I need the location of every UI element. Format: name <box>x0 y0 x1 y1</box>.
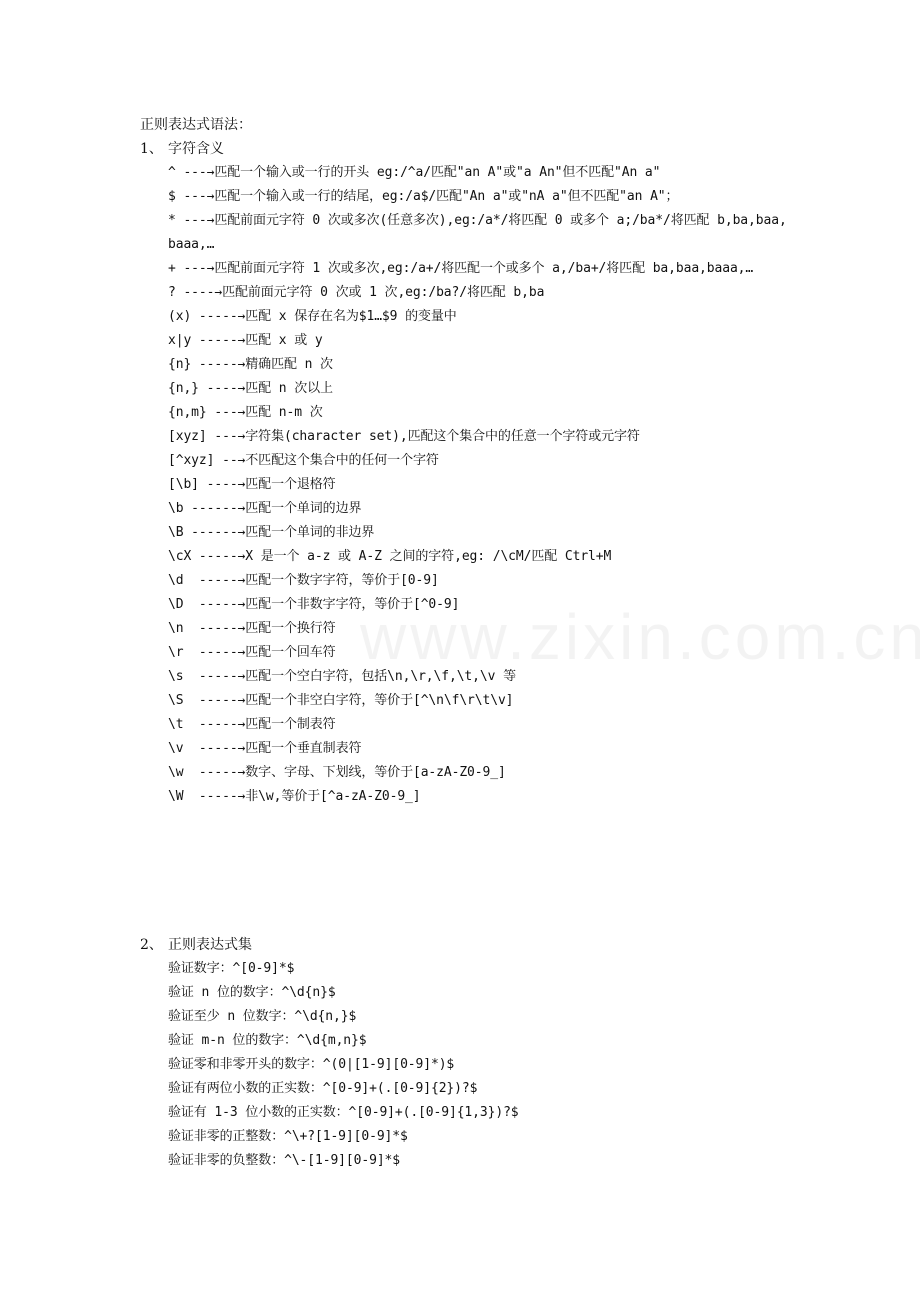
syntax-line: [^xyz] --→不匹配这个集合中的任何一个字符 <box>168 453 439 468</box>
section-2-body <box>168 957 788 1173</box>
syntax-line: [xyz] ---→字符集(character set),匹配这个集合中的任意一个字符或元字符 <box>168 429 640 444</box>
syntax-line: {n} -----→精确匹配 n 次 <box>168 357 333 372</box>
syntax-line: \s -----→匹配一个空白字符，包括\n,\r,\f,\t,\v 等 <box>168 669 516 684</box>
syntax-line: \cX -----→X 是一个 a-z 或 A-Z 之间的字符,eg: /\cM/匹配 Ctrl+M <box>168 549 612 564</box>
section-number: 2、 <box>140 937 163 953</box>
section-1-heading <box>140 137 224 161</box>
syntax-line: \B ------→匹配一个单词的非边界 <box>168 525 375 540</box>
syntax-line: $ ---→匹配一个输入或一行的结尾，eg:/a$/匹配"An a"或"nA a"但不匹配"an A"； <box>168 189 679 204</box>
section-1-body <box>168 161 788 809</box>
section-2-heading <box>140 933 252 957</box>
syntax-line: x|y -----→匹配 x 或 y <box>168 333 323 348</box>
syntax-line: \b ------→匹配一个单词的边界 <box>168 501 362 516</box>
regex-line: 验证有两位小数的正实数：^[0-9]+(.[0-9]{2})?$ <box>168 1081 478 1096</box>
section-title: 字符含义 <box>168 141 224 157</box>
regex-line: 验证非零的负整数：^\-[1-9][0-9]*$ <box>168 1153 401 1168</box>
syntax-line: \r -----→匹配一个回车符 <box>168 645 336 660</box>
syntax-line: [\b] ----→匹配一个退格符 <box>168 477 336 492</box>
page-title: 正则表达式语法： <box>140 117 252 133</box>
syntax-line: ^ ---→匹配一个输入或一行的开头 eg:/^a/匹配"an A"或"a An"但不匹配"An a" <box>168 165 661 180</box>
syntax-line: \w -----→数字、字母、下划线，等价于[a-zA-Z0-9_] <box>168 765 506 780</box>
syntax-line: \S -----→匹配一个非空白字符，等价于[^\n\f\r\t\v] <box>168 693 514 708</box>
syntax-line: + ---→匹配前面元字符 1 次或多次,eg:/a+/将匹配一个或多个 a,/ba+/将匹配 ba,baa,baaa,… <box>168 261 754 276</box>
syntax-line: {n,} ----→匹配 n 次以上 <box>168 381 333 396</box>
regex-line: 验证零和非零开头的数字：^(0|[1-9][0-9]*)$ <box>168 1057 455 1072</box>
section-title: 正则表达式集 <box>168 937 252 953</box>
syntax-line: \D -----→匹配一个非数字字符，等价于[^0-9] <box>168 597 460 612</box>
regex-line: 验证数字：^[0-9]*$ <box>168 961 295 976</box>
syntax-line: \t -----→匹配一个制表符 <box>168 717 336 732</box>
regex-line: 验证 m-n 位的数字：^\d{m,n}$ <box>168 1033 367 1048</box>
syntax-line: ? ----→匹配前面元字符 0 次或 1 次,eg:/ba?/将匹配 b,ba <box>168 285 545 300</box>
syntax-line: {n,m} ---→匹配 n-m 次 <box>168 405 323 420</box>
section-number: 1、 <box>140 141 163 157</box>
syntax-line: * ---→匹配前面元字符 0 次或多次(任意多次),eg:/a*/将匹配 0 或多个 a;/ba*/将匹配 b,ba,baa,baaa,… <box>168 213 787 252</box>
regex-line: 验证 n 位的数字：^\d{n}$ <box>168 985 336 1000</box>
syntax-line: \W -----→非\w,等价于[^a-zA-Z0-9_] <box>168 789 421 804</box>
regex-line: 验证有 1-3 位小数的正实数：^[0-9]+(.[0-9]{1,3})?$ <box>168 1105 519 1120</box>
syntax-line: \v -----→匹配一个垂直制表符 <box>168 741 362 756</box>
regex-line: 验证非零的正整数：^\+?[1-9][0-9]*$ <box>168 1129 408 1144</box>
syntax-line: \d -----→匹配一个数字字符，等价于[0-9] <box>168 573 439 588</box>
syntax-line: \n -----→匹配一个换行符 <box>168 621 336 636</box>
syntax-line: (x) -----→匹配 x 保存在名为$1…$9 的变量中 <box>168 309 457 324</box>
regex-line: 验证至少 n 位数字：^\d{n,}$ <box>168 1009 357 1024</box>
